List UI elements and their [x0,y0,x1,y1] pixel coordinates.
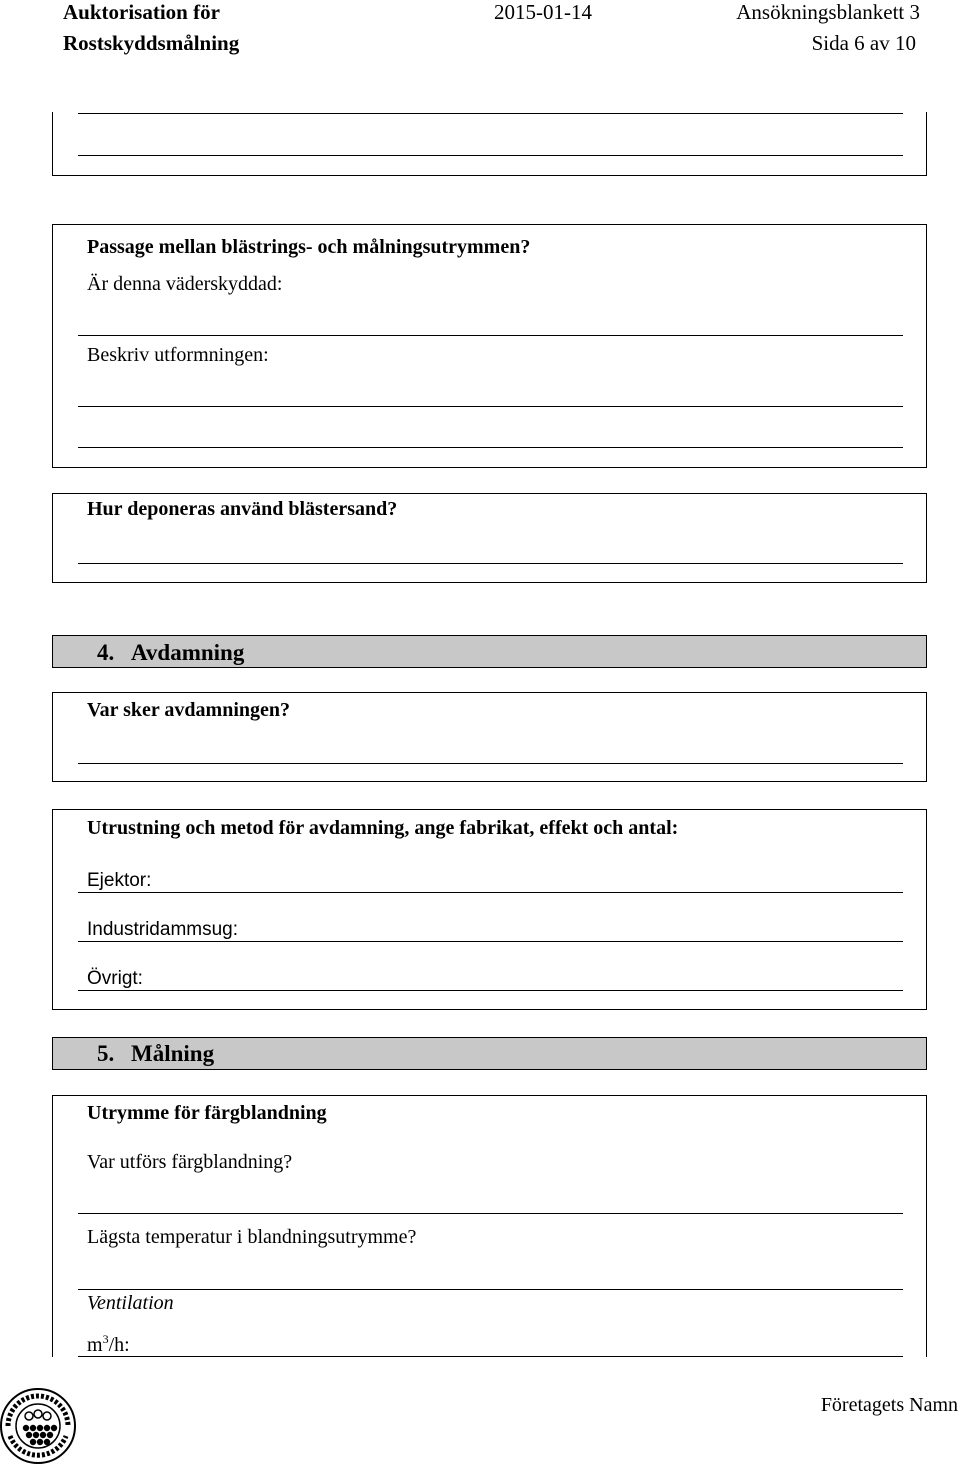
dusting-where-question: Var sker avdamningen? [87,699,291,721]
answer-line[interactable] [78,155,903,156]
ejektor-line[interactable] [78,892,903,893]
vacuum-line[interactable] [78,941,903,942]
section-5-title: Målning [131,1041,215,1066]
certification-logo [0,1388,76,1464]
mixing-where-question: Var utförs färgblandning? [87,1151,293,1173]
header-date: 2015-01-14 [494,0,592,24]
flow-unit-rest: /h: [108,1334,130,1356]
flow-unit-sup: 3 [102,1332,109,1346]
flow-unit-label [87,1332,130,1356]
weather-label: Är denna väderskyddad: [87,273,283,295]
answer-line[interactable] [78,1289,903,1290]
section-5-number: 5. [97,1041,115,1066]
dusting-equipment-question: Utrustning och metod för avdamning, ange fabrikat, effekt och antal: [87,817,679,839]
answer-line[interactable] [78,1213,903,1214]
flow-unit-base: m [87,1334,103,1356]
header-title-line1: Auktorisation för [63,0,220,24]
sand-question: Hur deponeras använd blästersand? [87,498,398,520]
header-form-name: Ansökningsblankett 3 [736,0,920,24]
header-page-label: Sida 6 av 10 [811,31,916,55]
vacuum-label: Industridammsug: [87,919,239,940]
passage-question: Passage mellan blästrings- och målningsutrymmen? [87,236,531,258]
other-label: Övrigt: [87,968,143,989]
answer-line[interactable] [78,763,903,764]
ejektor-label: Ejektor: [87,870,152,891]
answer-line[interactable] [78,406,903,407]
answer-line[interactable] [78,113,903,114]
header-title-line2: Rostskyddsmålning [63,31,240,55]
company-name: Företagets Namn [820,1394,958,1416]
answer-line[interactable] [78,335,903,336]
answer-line[interactable] [78,563,903,564]
continued-box [52,112,927,176]
other-line[interactable] [78,990,903,991]
ventilation-label: Ventilation [87,1292,174,1314]
answer-line[interactable] [78,447,903,448]
mixing-heading: Utrymme för färgblandning [87,1102,327,1124]
answer-line[interactable] [78,1356,903,1357]
section-4-number: 4. [97,640,115,665]
section-4-title: Avdamning [131,640,245,665]
mixing-temp-question: Lägsta temperatur i blandningsutrymme? [87,1226,417,1248]
dusting-equipment-box [52,809,927,1010]
describe-label: Beskriv utformningen: [87,344,269,366]
